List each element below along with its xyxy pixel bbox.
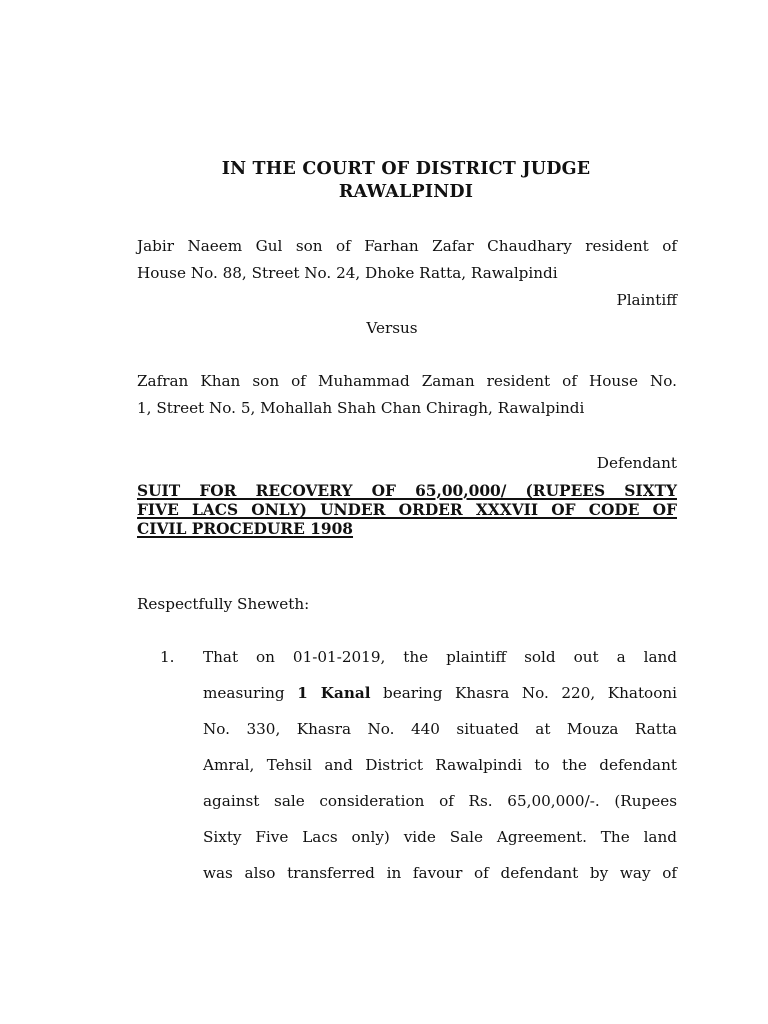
paragraph-line-3: No. 330, Khasra No. 440 situated at Mouza Ratta bbox=[203, 720, 677, 738]
defendant-line-2: 1, Street No. 5, Mohallah Shah Chan Chiragh, Rawalpindi bbox=[137, 399, 585, 417]
salutation: Respectfully Sheweth: bbox=[137, 595, 310, 613]
paragraph-line-7: was also transferred in favour of defendant by way of bbox=[203, 864, 677, 882]
paragraph-line-2-start: measuring bbox=[203, 684, 298, 702]
court-heading-line-2: RAWALPINDI bbox=[338, 182, 474, 202]
paragraph-line-1: That on 01-01-2019, the plaintiff sold out a land bbox=[203, 648, 677, 666]
suit-title-line-3: CIVIL PROCEDURE 1908 bbox=[137, 520, 354, 538]
plaintiff-role: Plaintiff bbox=[616, 291, 677, 309]
defendant-line-1: Zafran Khan son of Muhammad Zaman resident of House No. bbox=[137, 372, 677, 390]
plaintiff-line-2: House No. 88, Street No. 24, Dhoke Ratta, Rawalpindi bbox=[137, 264, 558, 282]
land-measure-bold: 1 Kanal bbox=[297, 684, 371, 702]
paragraph-line-5: against sale consideration of Rs. 65,00,000/-. (Rupees bbox=[203, 792, 677, 810]
defendant-role: Defendant bbox=[596, 454, 677, 472]
suit-title-line-1: SUIT FOR RECOVERY OF 65,00,000/ (RUPEES SIXTY bbox=[137, 482, 677, 500]
paragraph-number: 1. bbox=[160, 648, 175, 666]
suit-title-line-2: FIVE LACS ONLY) UNDER ORDER XXXVII OF CODE OF bbox=[137, 501, 677, 519]
paragraph-line-2 bbox=[203, 683, 677, 703]
paragraph-line-4: Amral, Tehsil and District Rawalpindi to the defendant bbox=[203, 756, 677, 774]
versus-label: Versus bbox=[366, 319, 418, 337]
plaintiff-line-1: Jabir Naeem Gul son of Farhan Zafar Chaudhary resident of bbox=[137, 237, 677, 255]
court-heading-line-1: IN THE COURT OF DISTRICT JUDGE bbox=[221, 159, 591, 179]
paragraph-line-6: Sixty Five Lacs only) vide Sale Agreement. The land bbox=[203, 828, 677, 846]
paragraph-line-2-end: bearing Khasra No. 220, Khatooni bbox=[370, 684, 677, 702]
